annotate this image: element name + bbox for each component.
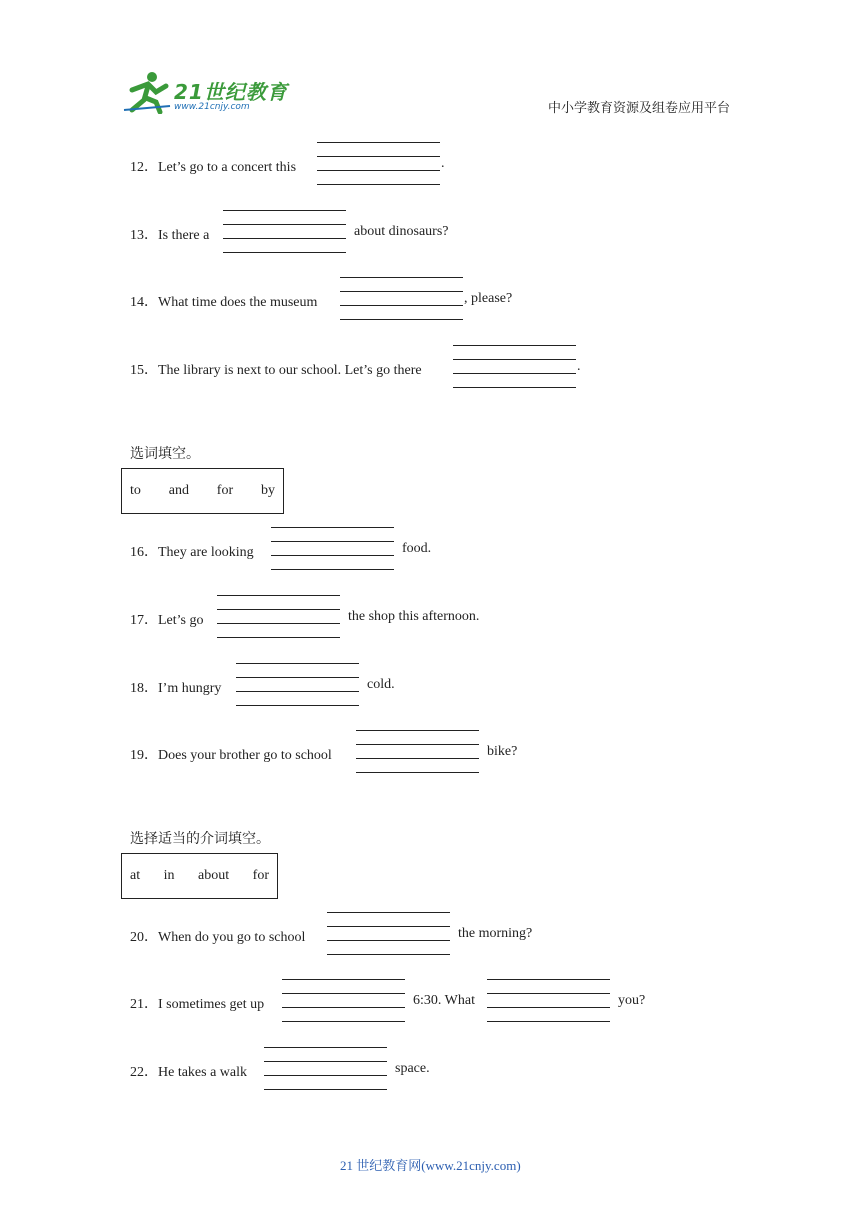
question-16: [130, 541, 254, 561]
word-bank-item: at: [130, 868, 141, 883]
question-text: I sometimes get up: [158, 997, 265, 1012]
question-text-after: the morning?: [458, 926, 533, 941]
question-15: [130, 359, 422, 379]
question-text-after: .: [577, 359, 581, 374]
word-bank-item: for: [252, 868, 269, 883]
answer-blank[interactable]: [271, 527, 394, 569]
question-text: When do you go to school: [158, 930, 306, 945]
question-14: [130, 291, 317, 311]
question-text-after: food.: [402, 541, 432, 556]
section-title: 选择适当的介词填空。: [130, 831, 270, 847]
question-text: He takes a walk: [158, 1065, 248, 1080]
answer-blank[interactable]: [264, 1047, 387, 1089]
question-number: 15．: [130, 363, 158, 378]
question-number: 16．: [130, 545, 158, 560]
question-text-after: the shop this afternoon.: [348, 609, 480, 624]
word-bank: [121, 468, 284, 514]
answer-blank[interactable]: [327, 912, 450, 954]
answer-blank[interactable]: [356, 730, 479, 772]
question-13: [130, 224, 209, 244]
word-bank-item: about: [198, 868, 230, 883]
runner-logo-icon: [122, 70, 174, 114]
answer-blank[interactable]: [453, 345, 576, 387]
question-19: [130, 744, 332, 764]
question-number: 18．: [130, 681, 158, 696]
question-text-after: , please?: [464, 291, 513, 306]
question-text-after: bike?: [487, 744, 518, 759]
answer-blank[interactable]: [223, 210, 346, 252]
section-title: 选词填空。: [130, 446, 200, 462]
question-number: 17．: [130, 613, 158, 628]
logo-main-text: 21世纪教育: [174, 80, 288, 104]
answer-blank[interactable]: [317, 142, 440, 184]
answer-blank[interactable]: [487, 979, 610, 1021]
question-text: Let’s go: [158, 613, 204, 628]
question-text: Let’s go to a concert this: [158, 160, 297, 175]
answer-blank[interactable]: [340, 277, 463, 319]
question-18: [130, 677, 221, 697]
word-bank-item: and: [168, 483, 189, 498]
question-number: 19．: [130, 748, 158, 763]
site-logo: [122, 70, 292, 114]
word-bank: [121, 853, 278, 899]
question-17: [130, 609, 204, 629]
question-text: Is there a: [158, 228, 210, 243]
question-number: 20．: [130, 930, 158, 945]
question-number: 13．: [130, 228, 158, 243]
question-text-after: .: [441, 156, 445, 171]
answer-blank[interactable]: [217, 595, 340, 637]
question-text-after: about dinosaurs?: [354, 224, 449, 239]
question-text-after: cold.: [367, 677, 395, 692]
question-text-middle: 6:30. What: [413, 993, 475, 1008]
answer-blank[interactable]: [282, 979, 405, 1021]
question-text-after: space.: [395, 1061, 430, 1076]
question-text-after: you?: [618, 993, 646, 1008]
question-22: [130, 1061, 247, 1081]
word-bank-item: to: [130, 483, 141, 498]
logo-url-text: www.21cnjy.com: [174, 102, 250, 112]
footer-link[interactable]: 21 世纪教育网(www.21cnjy.com): [340, 1158, 521, 1173]
word-bank-item: for: [216, 483, 234, 498]
question-text: What time does the museum: [158, 295, 318, 310]
word-bank-item: in: [163, 868, 175, 883]
question-text: Does your brother go to school: [158, 748, 332, 763]
question-text: The library is next to our school. Let’s go there: [158, 363, 422, 378]
question-12: [130, 156, 296, 176]
question-number: 21．: [130, 997, 158, 1012]
question-number: 14．: [130, 295, 158, 310]
answer-blank[interactable]: [236, 663, 359, 705]
question-text: I’m hungry: [158, 681, 222, 696]
question-20: [130, 926, 305, 946]
question-text: They are looking: [158, 545, 254, 560]
header-platform-text: 中小学教育资源及组卷应用平台: [548, 101, 731, 116]
question-number: 12．: [130, 160, 158, 175]
word-bank-item: by: [260, 483, 275, 498]
question-21: [130, 993, 264, 1013]
question-number: 22．: [130, 1065, 158, 1080]
